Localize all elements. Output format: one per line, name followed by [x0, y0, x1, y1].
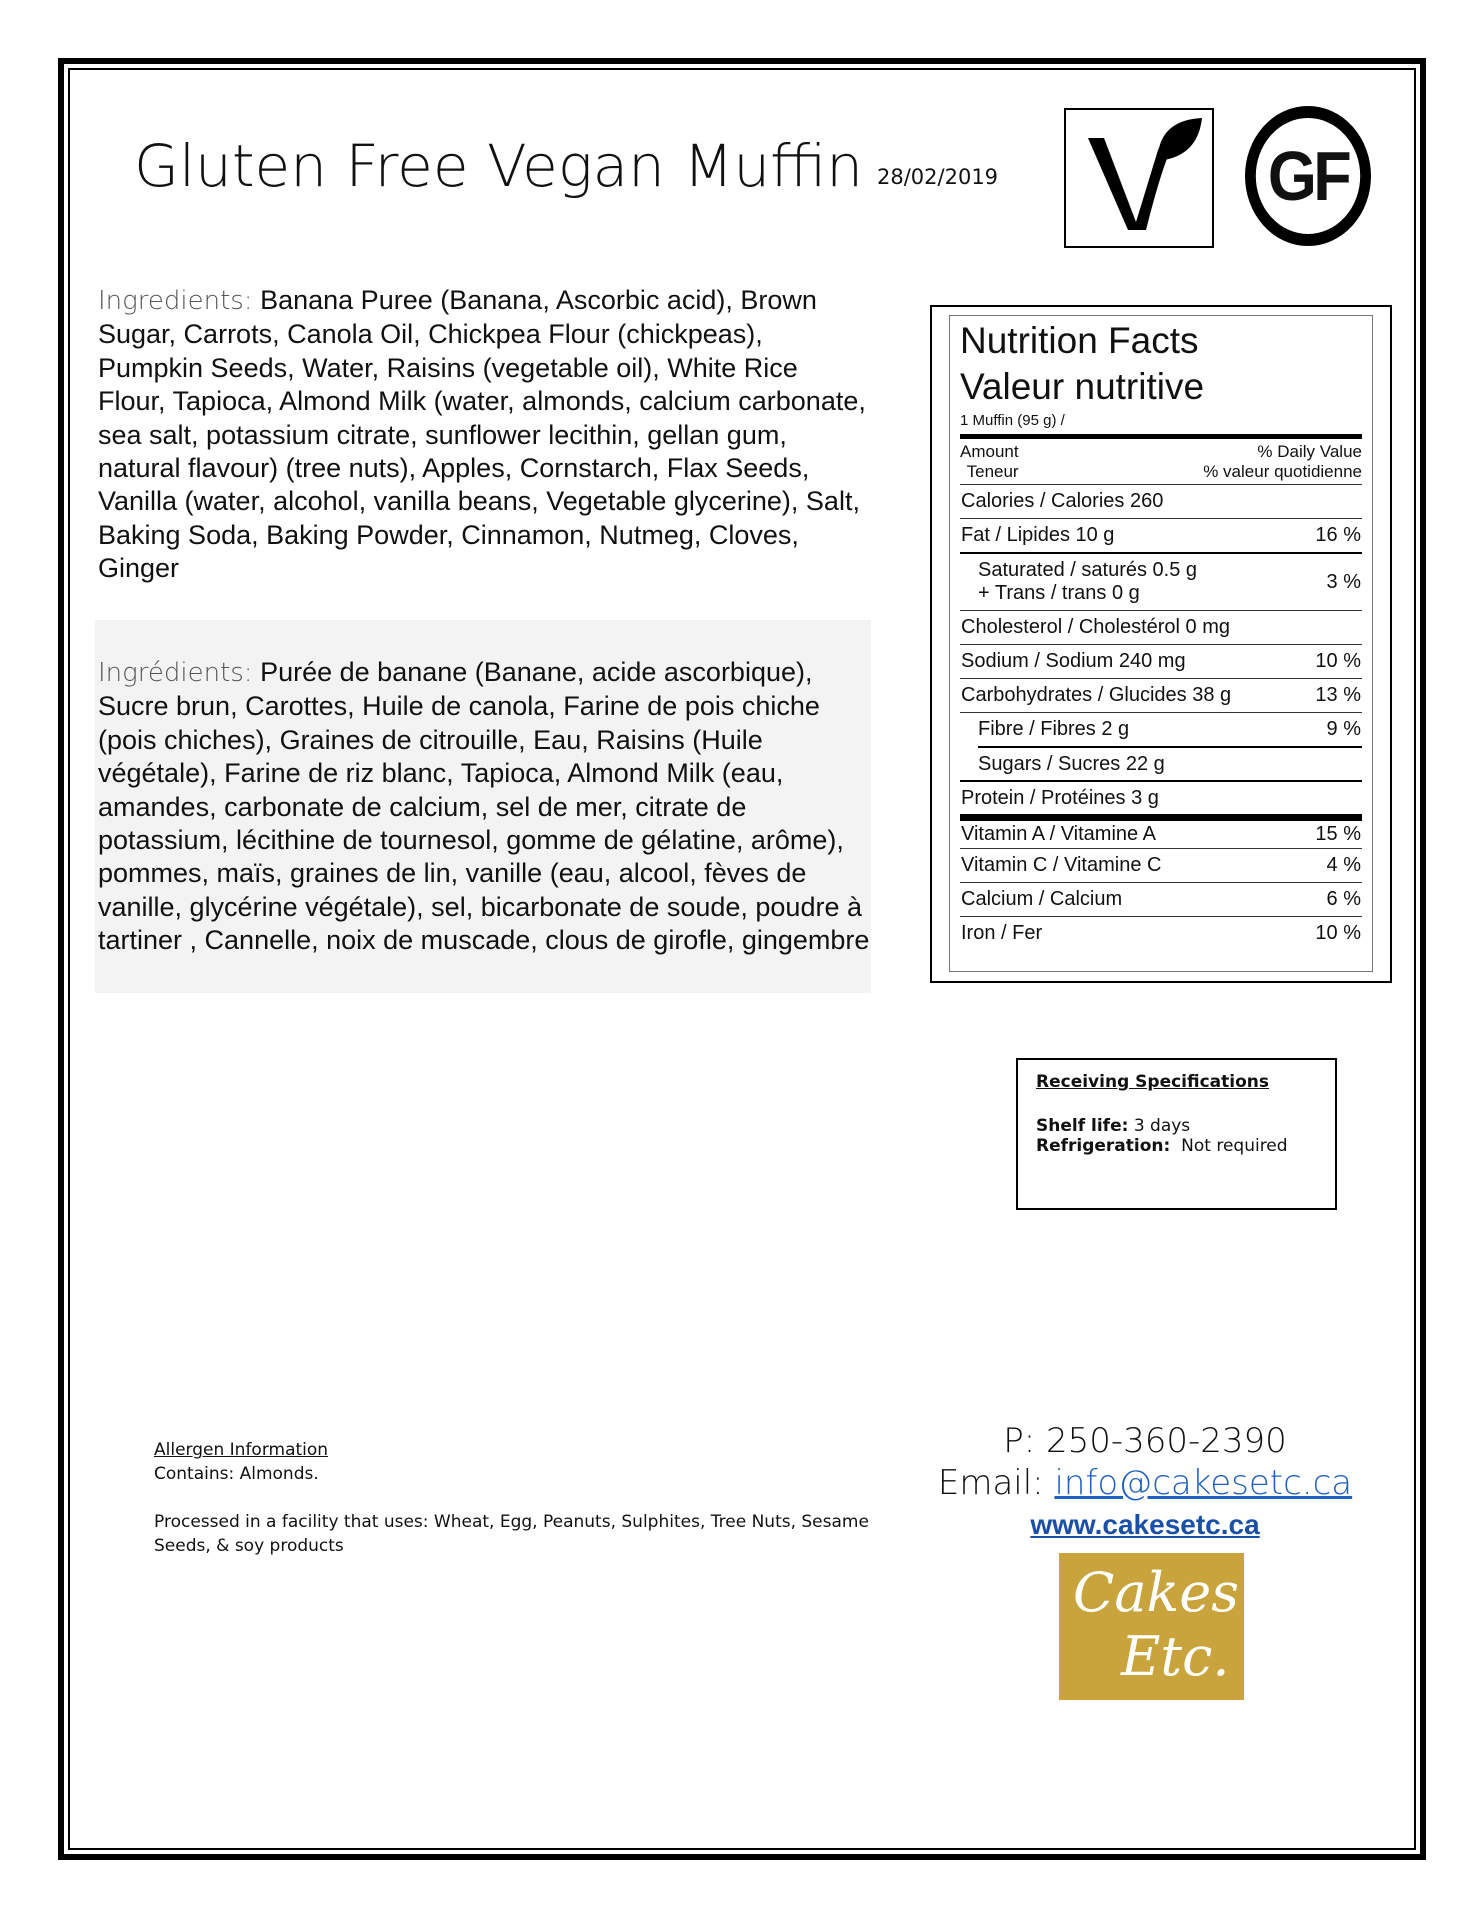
shelf-life-value: 3 days	[1133, 1116, 1191, 1136]
calories: Calories / Calories 260	[961, 490, 1164, 512]
vegan-icon	[1064, 108, 1214, 248]
vitc-label: Vitamin C / Vitamine C	[961, 854, 1162, 876]
row-calcium	[960, 882, 1362, 916]
nutrition-title-fr: Valeur nutritive	[960, 366, 1205, 407]
calcium-dv: 6 %	[1326, 888, 1361, 910]
row-iron	[960, 916, 1362, 950]
fat-label: Fat / Lipides 10 g	[961, 524, 1115, 546]
row-vitamin-a	[960, 814, 1362, 848]
row-sodium	[960, 644, 1362, 678]
row-sugars	[978, 746, 1362, 780]
vitc-dv: 4 %	[1326, 854, 1361, 876]
ingredients-text: Banana Puree (Banana, Ascorbic acid), Brown Sugar, Carrots, Canola Oil, Chickpea Flour (chickpeas), Pumpkin Seeds, Water, Raisins (vegetable oil), White Rice Flour, Tapioca, Almond Milk (water, almonds, calcium carbonate, sea salt, potassium citrate, sunflower lecithin, gellan gum, natural flavour) (tree nuts), Apples, Cornstarch, Flax Seeds, Vanilla (water, alcohol, vanilla beans, Vegetable glycerine), Salt, Baking Soda, Baking Powder, Cinnamon, Nutmeg, Cloves, Ginger	[98, 285, 866, 584]
logo-line2: Etc.	[1121, 1625, 1230, 1688]
email-label: Email:	[937, 1463, 1044, 1503]
protein-label: Protein / Protéines 3 g	[961, 786, 1159, 809]
date: 28/02/2019	[877, 165, 999, 189]
nutrition-header	[960, 434, 1362, 484]
sugars-label: Sugars / Sucres 22 g	[978, 752, 1165, 775]
fat-dv: 16 %	[1315, 524, 1361, 546]
nutrition-title-en: Nutrition Facts	[960, 320, 1199, 361]
ingredients-label: Ingredients:	[98, 286, 253, 316]
receiving-specifications	[1016, 1058, 1337, 1210]
sodium-dv: 10 %	[1315, 650, 1361, 672]
carb-label: Carbohydrates / Glucides 38 g	[961, 684, 1232, 706]
cakes-etc-logo	[1059, 1553, 1244, 1700]
fibre-label: Fibre / Fibres 2 g	[978, 718, 1130, 740]
carb-dv: 13 %	[1315, 684, 1361, 706]
nutrition-facts-table	[949, 315, 1373, 972]
product-title: Gluten Free Vegan Muffin	[134, 132, 863, 200]
amount-label: Amount	[960, 441, 1019, 461]
trans-label: + Trans / trans 0 g	[978, 582, 1140, 604]
row-calories	[960, 484, 1362, 518]
dv-label: % Daily Value	[1257, 441, 1362, 461]
contact-info	[930, 1420, 1360, 1546]
allergen-info	[154, 1438, 874, 1558]
chol-label: Cholesterol / Cholestérol 0 mg	[961, 616, 1231, 638]
row-vitamin-c	[960, 848, 1362, 882]
website-link[interactable]: www.cakesetc.ca	[1030, 1509, 1260, 1540]
fibre-dv: 9 %	[1326, 718, 1361, 740]
teneur-label: Teneur	[966, 461, 1019, 481]
sat-dv: 3 %	[1326, 570, 1361, 593]
ingredients-english	[98, 284, 868, 586]
email-link[interactable]: info@cakesetc.ca	[1054, 1463, 1353, 1503]
logo-line1: Cakes	[1073, 1561, 1239, 1624]
row-saturated	[960, 552, 1362, 610]
row-cholesterol	[960, 610, 1362, 644]
vita-dv: 15 %	[1315, 823, 1361, 845]
refrigeration-value: Not required	[1181, 1136, 1288, 1156]
shelf-life-label: Shelf life:	[1036, 1116, 1129, 1136]
row-fibre	[960, 712, 1362, 746]
phone: P: 250-360-2390	[1003, 1421, 1287, 1461]
vq-label: % valeur quotidienne	[1203, 461, 1362, 481]
ingredients-fr-text: Purée de banane (Banane, acide ascorbique), Sucre brun, Carottes, Huile de canola, Farine de pois chiche (pois chiches), Graines de citrouille, Eau, Raisins (Huile végétale), Farine de riz blanc, Tapioca, Almond Milk (eau, amandes, carbonate de calcium, sel de mer, citrate de potassium, lécithine de tournesol, gomme de gélatine, arôme), pommes, maïs, graines de lin, vanille (eau, alcool, fèves de vanille, glycérine végétale), sel, bicarbonate de soude, poudre à tartiner , Cannelle, noix de muscade, clous de girofle, gingembre	[98, 657, 870, 956]
iron-dv: 10 %	[1315, 922, 1361, 944]
serving-size: 1 Muffin (95 g) /	[960, 412, 1065, 429]
calcium-label: Calcium / Calcium	[961, 888, 1123, 910]
row-protein	[960, 780, 1362, 814]
sodium-label: Sodium / Sodium 240 mg	[961, 650, 1186, 672]
vita-label: Vitamin A / Vitamine A	[961, 823, 1156, 845]
allergen-heading: Allergen Information	[154, 1440, 329, 1460]
row-carbohydrates	[960, 678, 1362, 712]
gluten-free-icon: GF	[1245, 106, 1371, 246]
sat-label: Saturated / saturés 0.5 g	[978, 559, 1198, 581]
allergen-contains: Contains: Almonds.	[154, 1464, 319, 1484]
iron-label: Iron / Fer	[961, 922, 1043, 944]
ingredients-french	[98, 656, 878, 958]
ingredients-fr-label: Ingrédients:	[98, 658, 253, 688]
spec-heading: Receiving Specifications	[1036, 1072, 1270, 1092]
refrigeration-label: Refrigeration:	[1036, 1136, 1171, 1156]
allergen-facility: Processed in a facility that uses: Wheat, Egg, Peanuts, Sulphites, Tree Nuts, Sesame Seeds, & soy products	[154, 1512, 869, 1556]
row-fat	[960, 518, 1362, 552]
